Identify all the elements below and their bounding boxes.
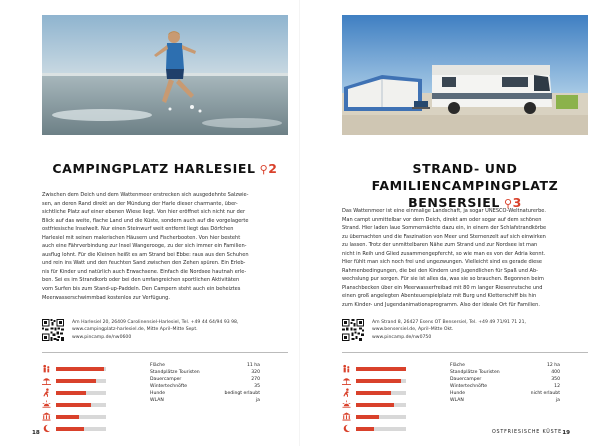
quiet-icon xyxy=(342,424,351,433)
fact-value: 11 ha xyxy=(246,363,260,368)
rating-row xyxy=(342,400,442,412)
rating-row xyxy=(342,364,442,376)
rating-bar-fill xyxy=(56,391,86,395)
rating-row xyxy=(342,412,442,424)
contact-website[interactable]: www.bensersiel.de, April–Mitte Okt. xyxy=(372,327,454,333)
fact-value: bedingt erlaubt xyxy=(224,391,260,396)
facts-table xyxy=(450,362,560,404)
contact-block xyxy=(42,318,288,342)
description-line: vom Surfen bis zum Stand-up-Paddeln. Den Campern steht auch ein beheiztes xyxy=(42,286,241,293)
sunset-icon xyxy=(342,400,351,409)
fact-value: 320 xyxy=(251,370,260,375)
fact-value: 400 xyxy=(551,370,560,375)
rating-row xyxy=(42,364,142,376)
fact-row xyxy=(450,369,560,376)
fact-row xyxy=(150,390,260,397)
quiet-icon xyxy=(42,424,51,433)
rating-bar-fill xyxy=(356,403,394,407)
rating-bars xyxy=(42,364,142,436)
fact-row xyxy=(150,369,260,376)
rating-row xyxy=(42,376,142,388)
fact-value: 270 xyxy=(251,377,260,382)
rating-row xyxy=(42,400,142,412)
description-line: ausflug lohnt. Für die Kleinen heißt es am Strand bei Ebbe: raus aus den Schuhen xyxy=(42,251,249,258)
description-line: Das Wattenmeer ist eine einmalige Landschaft, ja sogar UNESCO-Weltnaturerbe. xyxy=(342,208,546,214)
fact-value: ja xyxy=(555,398,560,403)
fact-row xyxy=(450,383,560,390)
beach-icon xyxy=(342,376,351,385)
description-line: Rahmenbedingungen, die bei den Kindern und Jugendlichen für Spaß und Ab- xyxy=(342,267,538,274)
rating-bar-fill xyxy=(56,427,84,431)
description-line: Meerwasserschwimmbad kostenlos zur Verfügung. xyxy=(42,294,170,301)
fact-value: 35 xyxy=(254,384,260,389)
map-pin-icon: ⚲ xyxy=(503,197,513,210)
campsite-description xyxy=(342,207,588,310)
rating-bar xyxy=(56,415,106,419)
right-page xyxy=(300,0,600,446)
description-line: zu lassen. Trotz der unmittelbaren Nähe zum Strand und zur Nordsee ist man xyxy=(342,242,538,249)
family-icon xyxy=(42,364,51,373)
map-marker-number: 3 xyxy=(512,195,522,210)
qr-code-icon[interactable] xyxy=(342,319,364,341)
description-line: zu übernachten und die Faszination von Meer und Sternenzelt auf sich einwirken xyxy=(342,233,546,240)
fact-label: Wintertechnöfte xyxy=(450,384,488,389)
divider xyxy=(342,352,588,353)
campsite-name: CAMPINGPLATZ HARLESIEL xyxy=(52,161,256,176)
rating-bar-fill xyxy=(56,415,79,419)
page-number: 19 xyxy=(562,430,570,436)
description-line: nicht in Reih und Glied zusammengepfercht, so wie man es von der Adria kennt. xyxy=(342,250,546,257)
description-line: nis für Kinder und natürlich auch Erwachsene. Einfach die Nordsee hautnah erle- xyxy=(42,268,247,275)
description-line: einen groß angelegten Abenteuerspielplatz mit Burg und Kletterschiff bis hin xyxy=(342,293,537,300)
rating-row xyxy=(342,424,442,436)
rating-bar xyxy=(356,379,406,383)
rating-bar-fill xyxy=(56,367,104,371)
family-icon xyxy=(342,364,351,373)
description-line: Man campt unmittelbar vor dem Deich, direkt am oder sogar auf dem schönen xyxy=(342,216,542,223)
rating-bar xyxy=(56,403,106,407)
qr-code-icon[interactable] xyxy=(42,319,64,341)
fact-row xyxy=(450,397,560,404)
rating-bar xyxy=(56,367,106,371)
fact-row xyxy=(450,362,560,369)
campsite-name-line1: STRAND- UND FAMILIENCAMPINGPLATZ xyxy=(371,161,559,193)
rating-bar-fill xyxy=(56,403,91,407)
fact-value: 12 xyxy=(554,384,560,389)
fact-label: WLAN xyxy=(450,398,464,403)
description-line: ben. Sei es im Strandkorb oder bei den umfangreichen sportlichen Aktivitäten xyxy=(42,277,240,284)
description-line: Zwischen dem Deich und dem Wattenmeer erstrecken sich ausgedehnte Salzwie- xyxy=(42,192,249,198)
rating-bars xyxy=(342,364,442,436)
culture-icon xyxy=(342,412,351,421)
facts-table xyxy=(150,362,260,404)
activity-icon xyxy=(342,388,351,397)
contact-info xyxy=(372,319,526,341)
rating-bar xyxy=(356,415,406,419)
rating-bar-fill xyxy=(56,379,96,383)
rating-bar-fill xyxy=(356,427,374,431)
photo-child-running-beach xyxy=(42,15,288,135)
fact-row xyxy=(150,397,260,404)
fact-label: Wintertechnöfte xyxy=(150,384,188,389)
map-marker-number: 2 xyxy=(268,161,278,176)
rating-bar xyxy=(356,427,406,431)
rating-bar-fill xyxy=(356,367,406,371)
contact-address: Am Harlesiel 20, 26409 Carolinensiel-Harlesiel, Tel. +49 44 64/94 93 98, xyxy=(72,320,239,325)
campsite-title xyxy=(42,160,288,178)
fact-row xyxy=(450,390,560,397)
divider xyxy=(42,352,288,353)
fact-row xyxy=(150,376,260,383)
description-line: Hier fühlt man sich noch frei und ungezwungen. Vielleicht sind es gerade diese xyxy=(342,259,543,266)
rating-bar xyxy=(56,427,106,431)
contact-block xyxy=(342,318,588,342)
sunset-icon xyxy=(42,400,51,409)
description-line: ostfriesische Inselwelt. Nur einen Steinwurf weit entfernt liegt das Dörfchen xyxy=(42,226,234,233)
fact-label: Standplätze Touristen xyxy=(450,370,500,375)
fact-label: Fläche xyxy=(150,363,165,368)
description-line: Strand. Hier laden laue Sommernächte dazu ein, in einem der Schlafstrandkörbe xyxy=(342,225,547,232)
fact-row xyxy=(150,383,260,390)
fact-row xyxy=(450,376,560,383)
description-line: zum Kinder- und Jugendanimationsprogramm. Also der ideale Ort für Familien. xyxy=(342,302,540,309)
rating-bar xyxy=(56,391,106,395)
activity-icon xyxy=(42,388,51,397)
fact-label: Dauercamper xyxy=(450,377,482,382)
fact-value: nicht erlaubt xyxy=(530,391,560,396)
photo-campervans-beach xyxy=(342,15,588,135)
fact-label: Dauercamper xyxy=(150,377,182,382)
fact-label: Fläche xyxy=(450,363,465,368)
contact-address: Am Strand 8, 26427 Esens OT Bensersiel, Tel. +49 49 71/91 71 21, xyxy=(372,320,526,325)
campsite-name-line2: BENSERSIEL xyxy=(408,195,500,210)
fact-label: Hunde xyxy=(150,391,166,396)
rating-row xyxy=(42,388,142,400)
rating-row xyxy=(342,388,442,400)
rating-bar-fill xyxy=(356,379,401,383)
rating-bar xyxy=(56,379,106,383)
rating-row xyxy=(42,412,142,424)
fact-value: 12 ha xyxy=(546,363,560,368)
description-line: auch eine Fährverbindung zur Insel Wangerooge, zu der sich immer ein Familien- xyxy=(42,243,247,250)
description-line: und rein ins Watt und den feuchten Sand zwischen den Zehen spüren. Ein Erleb- xyxy=(42,260,246,267)
description-line: sichtliche Platz auf einer ebenen Wiese liegt. Von hier eröffnet sich nicht nur der xyxy=(42,209,246,216)
rating-bar-fill xyxy=(356,415,379,419)
contact-pincamp-link[interactable]: www.pincamp.de/nw0600 xyxy=(72,334,132,340)
fact-label: Standplätze Touristen xyxy=(150,370,200,375)
rating-row xyxy=(42,424,142,436)
fact-row xyxy=(150,362,260,369)
campsite-description xyxy=(42,191,288,302)
page-number: 18 xyxy=(32,430,40,436)
culture-icon xyxy=(42,412,51,421)
contact-info xyxy=(72,319,238,341)
rating-bar xyxy=(356,391,406,395)
fact-value: ja xyxy=(255,398,260,403)
fact-value: 350 xyxy=(551,377,560,382)
description-line: Blick auf das weite, flache Land und die Küste, sondern auch auf die vorgelagerte xyxy=(42,217,249,224)
description-line: sen, an deren Rand direkt an der Mündung der Harle dieser charmante, über- xyxy=(42,200,238,207)
rating-bar xyxy=(356,367,406,371)
description-line: Harlesiel mit seinen malerischen Häusern und Fischerbooten. Von hier besteht xyxy=(42,234,241,241)
description-line: Planschbecken über ein Meerwasserfreibad mit 80 m langer Riesenrutsche und xyxy=(342,284,543,291)
contact-website[interactable]: www.campingplatz-harlesiel.de, Mitte April–Mitte Sept. xyxy=(72,327,198,333)
description-line: wechslung pur sorgen. Für sie ist alles da, was sie so brauchen. Begonnen beim xyxy=(342,276,544,283)
campsite-title xyxy=(342,160,588,212)
contact-pincamp-link[interactable]: www.pincamp.de/nw0750 xyxy=(372,334,432,340)
beach-icon xyxy=(42,376,51,385)
rating-bar-fill xyxy=(356,391,391,395)
fact-label: Hunde xyxy=(450,391,466,396)
rating-bar xyxy=(356,403,406,407)
section-label: OSTFRIESISCHE KÜSTE xyxy=(491,430,562,435)
rating-row xyxy=(342,376,442,388)
map-pin-icon: ⚲ xyxy=(259,163,269,176)
fact-label: WLAN xyxy=(150,398,164,403)
